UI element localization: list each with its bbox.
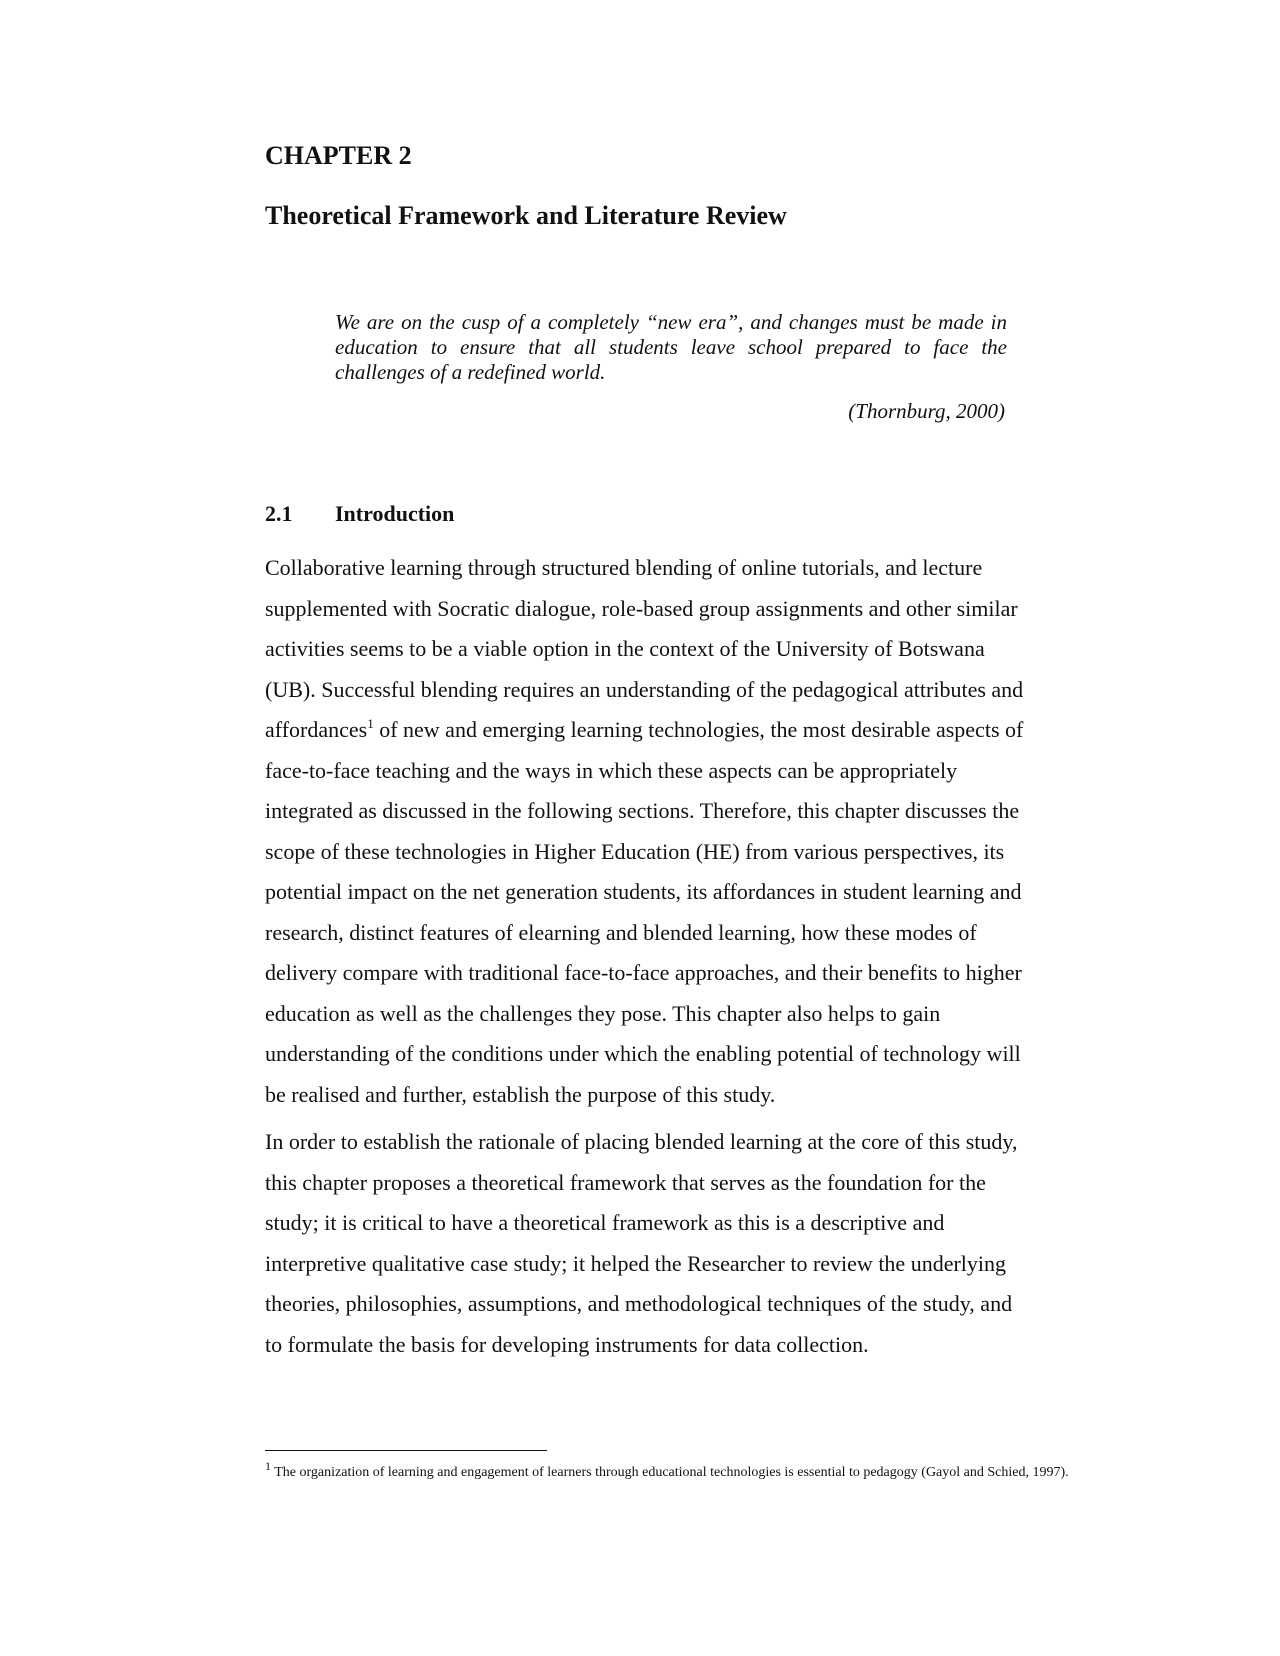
paragraph-line xyxy=(265,710,1081,751)
paragraph-line: face-to-face teaching and the ways in which these aspects can be appropriately xyxy=(265,757,958,783)
paragraph-line: (UB). Successful blending requires an understanding of the pedagogical attributes and xyxy=(265,676,1024,702)
intro-paragraph-2 xyxy=(265,1122,1081,1365)
chapter-title: Theoretical Framework and Literature Review xyxy=(265,201,787,230)
paragraph-line: In order to establish the rationale of placing blended learning at the core of this study, xyxy=(265,1129,1018,1154)
epigraph-quote: We are on the cusp of a completely “new era”, and changes must be made in education to ensure that all students leave school prepared to face the challenges of a redefined world. xyxy=(335,310,1007,384)
footnote xyxy=(265,1459,1085,1483)
intro-paragraph-1 xyxy=(265,548,1081,1115)
section-title: Introduction xyxy=(335,501,455,526)
paragraph-line: delivery compare with traditional face-to-face approaches, and their benefits to higher xyxy=(265,960,1022,985)
footnote-separator xyxy=(265,1450,547,1451)
paragraph-line: theories, philosophies, assumptions, and methodological techniques of the study, and xyxy=(265,1291,1013,1316)
affordances-word: affordances xyxy=(265,717,368,742)
footnote-reference[interactable]: 1 xyxy=(367,716,374,731)
paragraph-line: to formulate the basis for developing instruments for data collection. xyxy=(265,1331,869,1357)
paragraph-line: interpretive qualitative case study; it helped the Researcher to review the underlying xyxy=(265,1250,1007,1276)
section-heading xyxy=(265,500,454,528)
paragraph-line: education as well as the challenges they pose. This chapter also helps to gain xyxy=(265,1000,941,1026)
chapter-label: CHAPTER 2 xyxy=(265,141,412,170)
paragraph-line: supplemented with Socratic dialogue, role-based group assignments and other similar xyxy=(265,595,1018,621)
footnote-marker: 1 xyxy=(265,1459,271,1473)
paragraph-line: Collaborative learning through structured blending of online tutorials, and lecture xyxy=(265,555,983,580)
paragraph-line: this chapter proposes a theoretical framework that serves as the foundation for the xyxy=(265,1169,986,1195)
paragraph-line: integrated as discussed in the following sections. Therefore, this chapter discusses the xyxy=(265,798,1020,823)
paragraph-line: be realised and further, establish the purpose of this study. xyxy=(265,1081,776,1107)
paragraph-line: understanding of the conditions under which the enabling potential of technology will xyxy=(265,1041,1021,1066)
paragraph-line: study; it is critical to have a theoretical framework as this is a descriptive and xyxy=(265,1210,945,1235)
paragraph-line: activities seems to be a viable option in the context of the University of Botswana xyxy=(265,636,985,661)
paragraph-line: potential impact on the net generation students, its affordances in student learning and xyxy=(265,879,1022,904)
section-number: 2.1 xyxy=(265,501,293,526)
paragraph-line-rest: of new and emerging learning technologies, the most desirable aspects of xyxy=(373,717,1024,742)
paragraph-line: research, distinct features of elearning and blended learning, how these modes of xyxy=(265,919,977,945)
epigraph-citation: (Thornburg, 2000) xyxy=(848,399,1005,423)
paragraph-line: scope of these technologies in Higher Education (HE) from various perspectives, its xyxy=(265,838,1005,864)
footnote-text: The organization of learning and engagement of learners through educational technologies is essential to pedagogy (Gayol and Schied, 1997). xyxy=(271,1465,1069,1480)
